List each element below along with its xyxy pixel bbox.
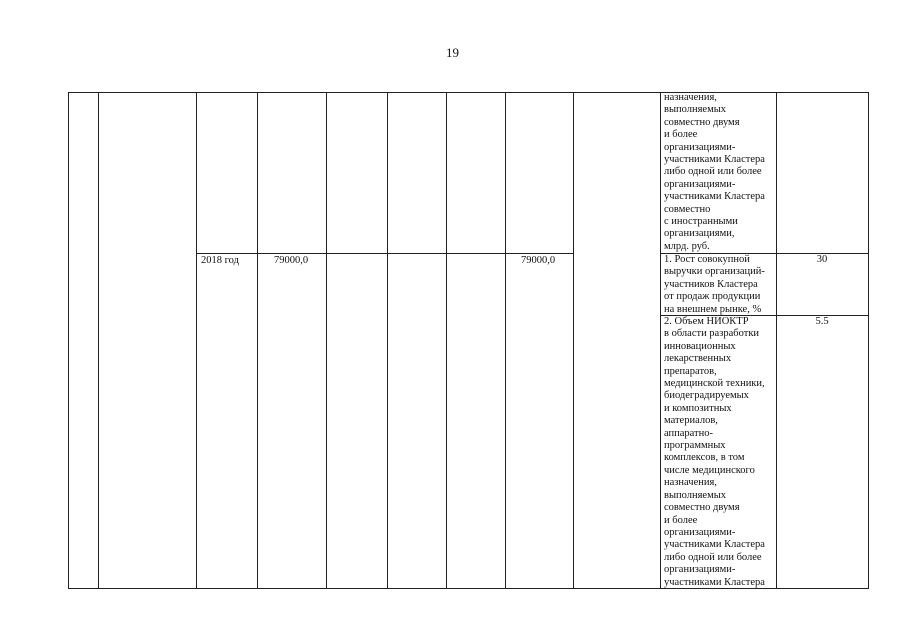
indicator-2-text: 2. Объем НИОКТР в области разработки инновационных лекарственных препаратов, медицинской техники, биодеградируемых и композитных материалов, аппаратно- программных комплексов, в том числе медицинского назначения, выполняемых совместно двумя и более организациями- участниками Кластера либо одной или более организациями- участниками Кластера	[664, 316, 765, 588]
page-number: 19	[446, 45, 459, 60]
col-divider-1	[98, 92, 99, 588]
col-divider-7	[505, 92, 506, 588]
table-border-right	[868, 92, 869, 588]
row-divider-2018	[196, 253, 573, 254]
total-amount: 79000,0	[274, 255, 309, 266]
table-border-left	[68, 92, 69, 588]
col-divider-6	[446, 92, 447, 588]
col-divider-2	[196, 92, 197, 588]
col-divider-8	[573, 92, 574, 588]
col-divider-9	[660, 92, 661, 588]
col-divider-5	[387, 92, 388, 588]
col-divider-3	[257, 92, 258, 588]
indicator-continuation-text: назначения, выполняемых совместно двумя и более организациями- участниками Кластера либо одной или более организациями- участниками Кластера совместно с иностранными организациями, млрд. руб.	[664, 92, 765, 252]
year-label: 2018 год	[201, 255, 239, 266]
col-divider-4	[326, 92, 327, 588]
indicator-2-value: 5.5	[815, 316, 829, 327]
indicator-1-text: 1. Рост совокупной выручки организаций- участников Кластера от продаж продукции на внешнем рынке, %	[664, 254, 765, 315]
col-divider-10	[776, 92, 777, 588]
other-sources-amount: 79000,0	[521, 255, 556, 266]
indicator-1-value: 30	[816, 254, 828, 265]
